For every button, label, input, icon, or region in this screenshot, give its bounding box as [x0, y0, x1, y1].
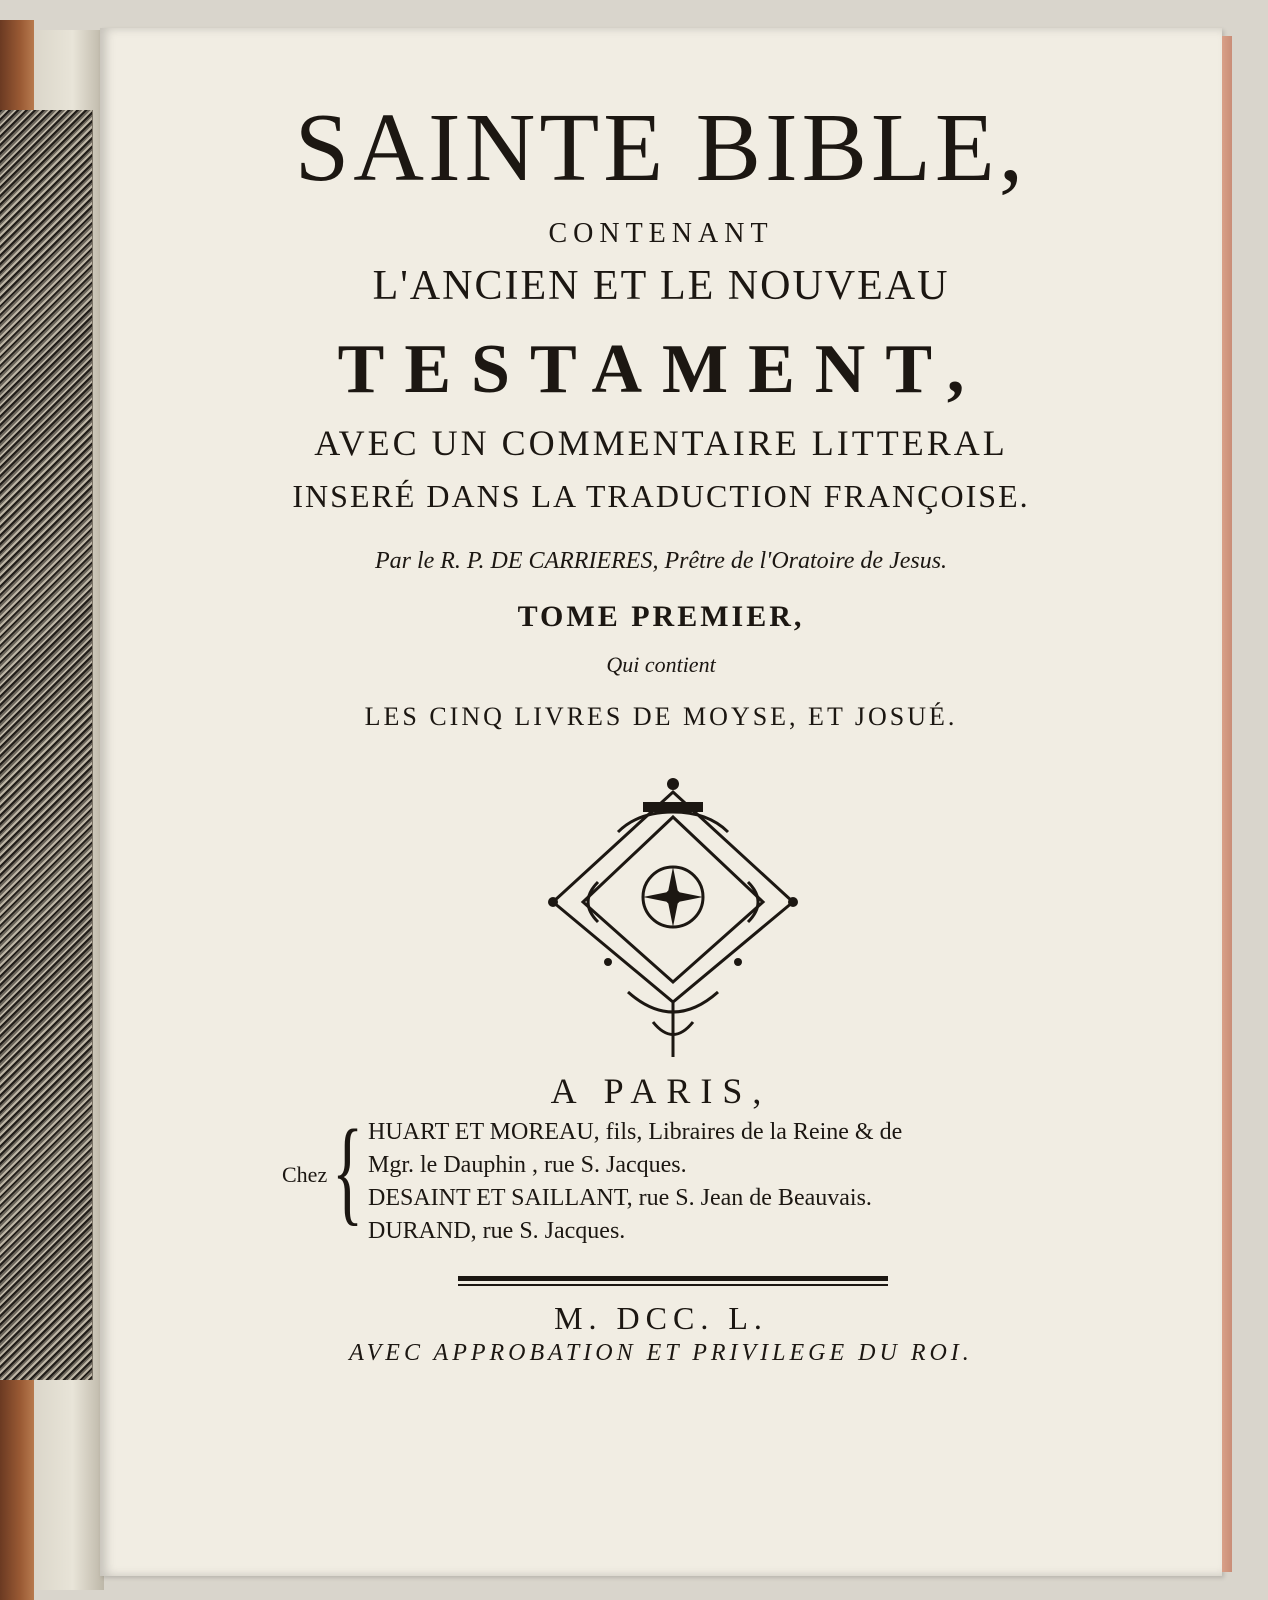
- curly-brace: {: [332, 1105, 364, 1236]
- frontispiece-engraving: [0, 110, 93, 1380]
- printer-ornament: [538, 772, 808, 1062]
- publisher-line: Mgr. le Dauphin , rue S. Jacques.: [368, 1152, 687, 1178]
- subtitle-testament: TESTAMENT,: [337, 331, 985, 408]
- chez-label: Chez: [282, 1162, 328, 1187]
- publisher-line: DESAINT ET SAILLANT, rue S. Jean de Beauvais.: [368, 1185, 872, 1211]
- double-rule: [458, 1276, 888, 1288]
- contents-intro: Qui contient: [606, 652, 716, 677]
- page-edge: [1222, 36, 1232, 1572]
- subtitle-commentaire: AVEC UN COMMENTAIRE LITTERAL: [314, 423, 1008, 463]
- publisher-line: HUART ET MOREAU, fils, Libraires de la Reine & de: [368, 1119, 903, 1145]
- imprint-city: A PARIS,: [550, 1071, 772, 1111]
- publisher-block: [282, 1105, 1102, 1252]
- book-title: SAINTE BIBLE,: [294, 94, 1028, 202]
- subtitle-ancien: L'ANCIEN ET LE NOUVEAU: [372, 263, 950, 309]
- subtitle-contenant: CONTENANT: [548, 218, 774, 249]
- subtitle-traduction: INSERÉ DANS LA TRADUCTION FRANÇOISE.: [292, 478, 1030, 514]
- volume-label: TOME PREMIER,: [517, 600, 805, 633]
- publisher-line: DURAND, rue S. Jacques.: [368, 1218, 626, 1244]
- contents-line: LES CINQ LIVRES DE MOYSE, ET JOSUÉ.: [364, 702, 958, 731]
- approbation-line: AVEC APPROBATION ET PRIVILEGE DU ROI.: [349, 1340, 973, 1366]
- author-line: Par le R. P. DE CARRIERES, Prêtre de l'Oratoire de Jesus.: [374, 548, 948, 574]
- publisher-list: [368, 1116, 902, 1248]
- publication-date: M. DCC. L.: [554, 1300, 768, 1336]
